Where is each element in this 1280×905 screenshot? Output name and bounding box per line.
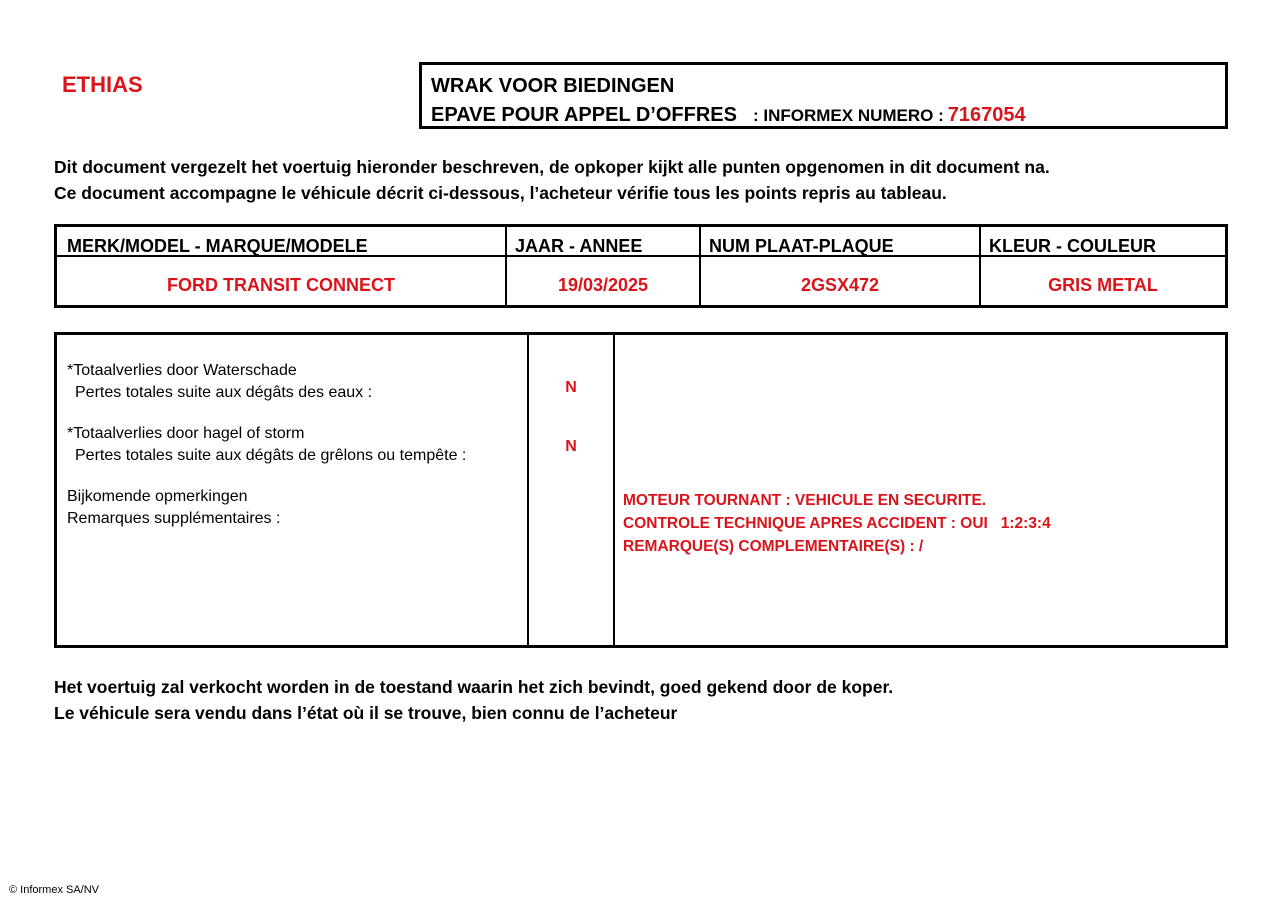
intro-dutch: Dit document vergezelt het voertuig hieronder beschreven, de opkoper kijkt alle punten opgenomen in dit document na. [54,157,1050,177]
outro-dutch: Het voertuig zal verkocht worden in de toestand waarin het zich bevindt, goed gekend door de koper. [54,677,894,697]
title-french: EPAVE POUR APPEL D’OFFRES [431,104,737,126]
title-box [419,62,1228,129]
water-damage-label-dutch: *Totaalverlies door Waterschade [67,362,297,379]
water-damage-label [67,360,372,404]
hail-storm-label-french: Pertes totales suite aux dégâts de grêlons ou tempête : [75,447,467,464]
remarks-label-french: Remarques supplémentaires : [67,510,281,527]
remark-line: CONTROLE TECHNIQUE APRES ACCIDENT : OUI 1:2:3:4 [623,515,1051,532]
remark-line: MOTEUR TOURNANT : VEHICULE EN SECURITE. [623,492,987,509]
remarks-label-dutch: Bijkomende opmerkingen [67,488,248,505]
outro-text [54,674,893,726]
copyright-notice: © Informex SA/NV [9,884,100,896]
remarks-text [623,489,1051,558]
header-color: KLEUR - COULEUR [989,236,1156,255]
remarks-label [67,486,280,530]
hail-storm-label-dutch: *Totaalverlies door hagel of storm [67,425,305,442]
value-plate: 2GSX472 [800,275,880,295]
hail-storm-value: N [565,438,577,455]
header-plate: NUM PLAAT-PLAQUE [709,236,894,255]
hail-storm-label [67,423,466,467]
informex-number: 7167054 [947,104,1026,126]
vehicle-table [54,224,1228,308]
value-make-model: FORD TRANSIT CONNECT [167,275,395,295]
vehicle-table-divider [57,255,1225,257]
title-dutch: WRAK VOOR BIEDINGEN [431,75,675,97]
informex-label: : INFORMEX NUMERO : [752,106,944,125]
intro-french: Ce document accompagne le véhicule décrit ci-dessous, l’acheteur vérifie tous les points repris au tableau. [54,183,947,203]
header-make-model: MERK/MODEL - MARQUE/MODELE [67,236,368,255]
value-year: 19/03/2025 [557,275,649,295]
outro-french: Le véhicule sera vendu dans l’état où il se trouve, bien connu de l’acheteur [54,703,678,723]
header-year: JAAR - ANNEE [515,236,643,255]
detail-table [54,332,1228,648]
intro-text [54,154,1050,206]
water-damage-value: N [565,379,577,396]
detail-table-column-divider [613,335,615,645]
water-damage-label-french: Pertes totales suite aux dégâts des eaux : [75,384,373,401]
remark-line: REMARQUE(S) COMPLEMENTAIRE(S) : / [623,538,924,555]
company-name: ETHIAS [62,72,143,97]
title-french-line [431,104,1026,127]
value-color: GRIS METAL [1048,275,1158,295]
